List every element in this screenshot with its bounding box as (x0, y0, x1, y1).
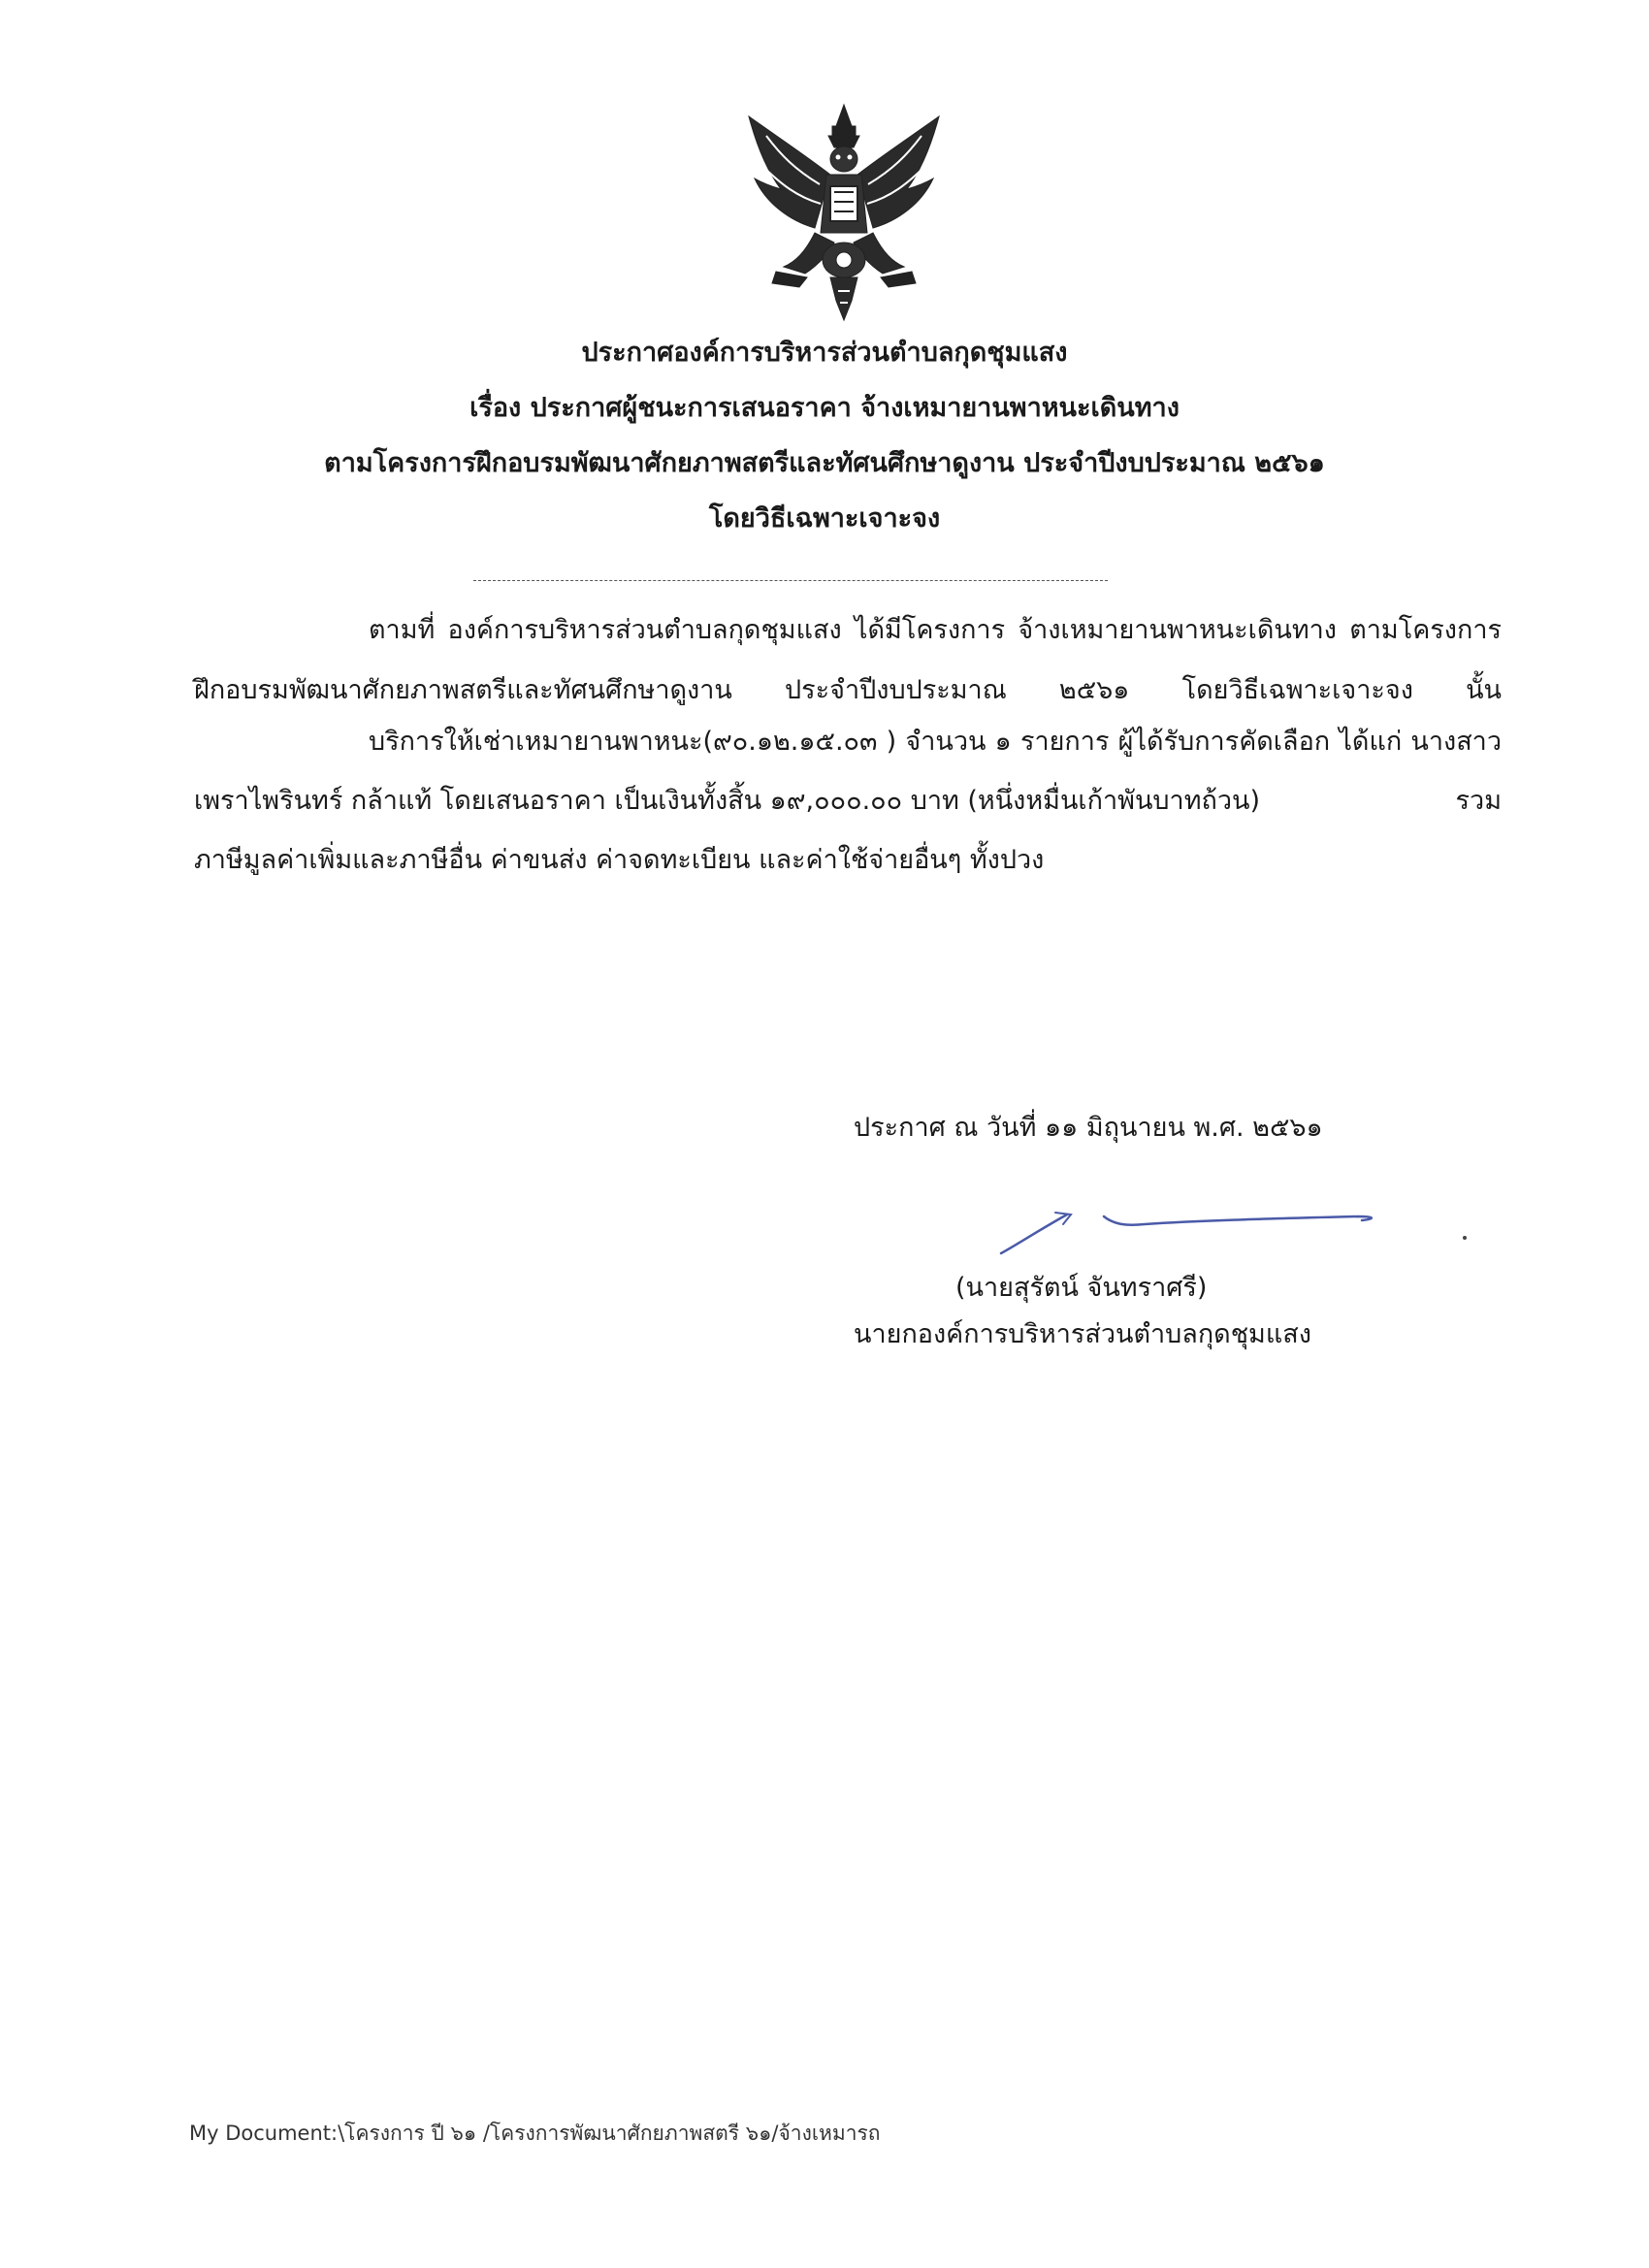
body-line-4-tail: รวม (1455, 786, 1502, 816)
body-line-3: บริการให้เช่าเหมายานพาหนะ(๙๐.๑๒.๑๕.๐๓ ) จำนวน ๑ รายการ ผู้ได้รับการคัดเลือก ได้แก่ นางสาว (369, 727, 1502, 757)
body-line-4 (194, 782, 1502, 821)
handwritten-signature (989, 1203, 1474, 1261)
body-line-1: ตามที่ องค์การบริหารส่วนตำบลกุดชุมแสง ได้มีโครงการ จ้างเหมายานพาหนะเดินทาง ตามโครงการ (369, 615, 1502, 645)
garuda-emblem-icon (737, 97, 951, 330)
title-block (194, 325, 1455, 546)
announcement-method: โดยวิธีเฉพาะเจาะจง (708, 503, 941, 534)
title-divider (473, 580, 1108, 581)
body-line-4-text: เพราไพรินทร์ กล้าแท้ โดยเสนอราคา เป็นเงินทั้งสิ้น ๑๙,๐๐๐.๐๐ บาท (หนึ่งหมื่นเก้าพันบาทถ้วน) (194, 786, 1260, 816)
announcement-date: ประกาศ ณ วันที่ ๑๑ มิถุนายน พ.ศ. ๒๕๖๑ (854, 1113, 1323, 1143)
announcement-subject: เรื่อง ประกาศผู้ชนะการเสนอราคา จ้างเหมายานพาหนะเดินทาง (469, 393, 1180, 423)
announcement-project: ตามโครงการฝึกอบรมพัฒนาศักยภาพสตรีและทัศนศึกษาดูงาน ประจำปีงบประมาณ ๒๕๖๑ (324, 448, 1325, 478)
announcement-heading: ประกาศองค์การบริหารส่วนตำบลกุดชุมแสง (581, 338, 1068, 368)
signer-position: นายกองค์การบริหารส่วนตำบลกุดชุมแสง (854, 1319, 1311, 1349)
body-line-2: ฝึกอบรมพัฒนาศักยภาพสตรีและทัศนศึกษาดูงาน ประจำปีงบประมาณ ๒๕๖๑ โดยวิธีเฉพาะเจาะจง นั้น (194, 675, 1502, 705)
body-line-5: ภาษีมูลค่าเพิ่มและภาษีอื่น ค่าขนส่ง ค่าจดทะเบียน และค่าใช้จ่ายอื่นๆ ทั้งปวง (194, 845, 1045, 875)
footer-file-path: My Document:\โครงการ ปี ๖๑ /โครงการพัฒนาศักยภาพสตรี ๖๑/จ้างเหมารถ (189, 2122, 881, 2145)
signer-name: (นายสุรัตน์ จันทราศรี) (955, 1273, 1208, 1303)
